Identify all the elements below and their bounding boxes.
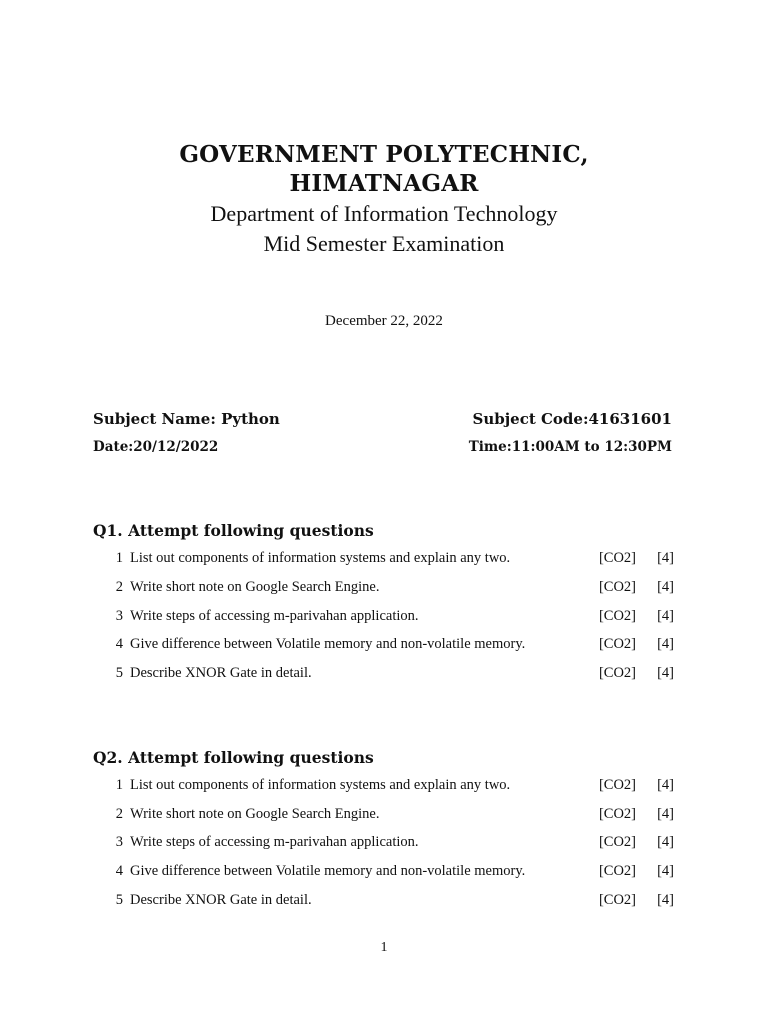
question-marks: [4] [657,550,674,566]
question-text: Write short note on Google Search Engine. [130,806,380,822]
question-row [0,806,768,826]
department-name: Department of Information Technology [210,201,558,226]
question-number: 1 [115,777,123,793]
exam-time: Time:11:00AM to 12:30PM [468,439,672,455]
question-marks: [4] [657,665,674,681]
question-number: 3 [115,834,123,850]
question-number: 4 [115,863,123,879]
course-outcome: [CO2] [598,550,636,566]
question-number: 5 [115,892,123,908]
question-number: 1 [115,550,123,566]
exam-name: Mid Semester Examination [263,231,505,256]
course-outcome: [CO2] [598,636,636,652]
section-title-q1: Q1. Attempt following questions [93,521,374,540]
question-row [0,834,768,854]
question-row [0,665,768,685]
course-outcome: [CO2] [598,806,636,822]
institution-name-line1: GOVERNMENT POLYTECHNIC, [179,141,589,168]
question-row [0,608,768,628]
question-row [0,579,768,599]
question-text: Write steps of accessing m-parivahan application. [130,834,419,850]
course-outcome: [CO2] [598,579,636,595]
course-outcome: [CO2] [598,608,636,624]
course-outcome: [CO2] [598,665,636,681]
question-row [0,550,768,570]
question-text: List out components of information systems and explain any two. [130,550,511,566]
question-number: 4 [115,636,123,652]
section-title-q2: Q2. Attempt following questions [93,748,374,767]
course-outcome: [CO2] [598,863,636,879]
question-marks: [4] [657,608,674,624]
question-marks: [4] [657,892,674,908]
subject-name: Subject Name: Python [93,410,280,428]
question-marks: [4] [657,806,674,822]
question-number: 3 [115,608,123,624]
question-text: Describe XNOR Gate in detail. [130,665,312,681]
question-row [0,863,768,883]
question-marks: [4] [657,834,674,850]
institution-name-line2: HIMATNAGAR [289,170,479,197]
question-row [0,636,768,656]
course-outcome: [CO2] [598,777,636,793]
question-marks: [4] [657,636,674,652]
subject-code: Subject Code:41631601 [472,410,672,428]
question-number: 2 [115,806,123,822]
page-number: 1 [380,940,388,955]
course-outcome: [CO2] [598,892,636,908]
question-marks: [4] [657,579,674,595]
document-date: December 22, 2022 [325,313,443,329]
question-number: 5 [115,665,123,681]
course-outcome: [CO2] [598,834,636,850]
question-row [0,777,768,797]
question-marks: [4] [657,863,674,879]
question-text: Write steps of accessing m-parivahan application. [130,608,419,624]
question-text: Describe XNOR Gate in detail. [130,892,312,908]
question-text: List out components of information systems and explain any two. [130,777,511,793]
question-marks: [4] [657,777,674,793]
question-number: 2 [115,579,123,595]
question-text: Give difference between Volatile memory and non-volatile memory. [130,636,526,652]
question-text: Write short note on Google Search Engine. [130,579,380,595]
question-text: Give difference between Volatile memory and non-volatile memory. [130,863,526,879]
exam-date: Date:20/12/2022 [93,439,219,455]
question-row [0,892,768,912]
